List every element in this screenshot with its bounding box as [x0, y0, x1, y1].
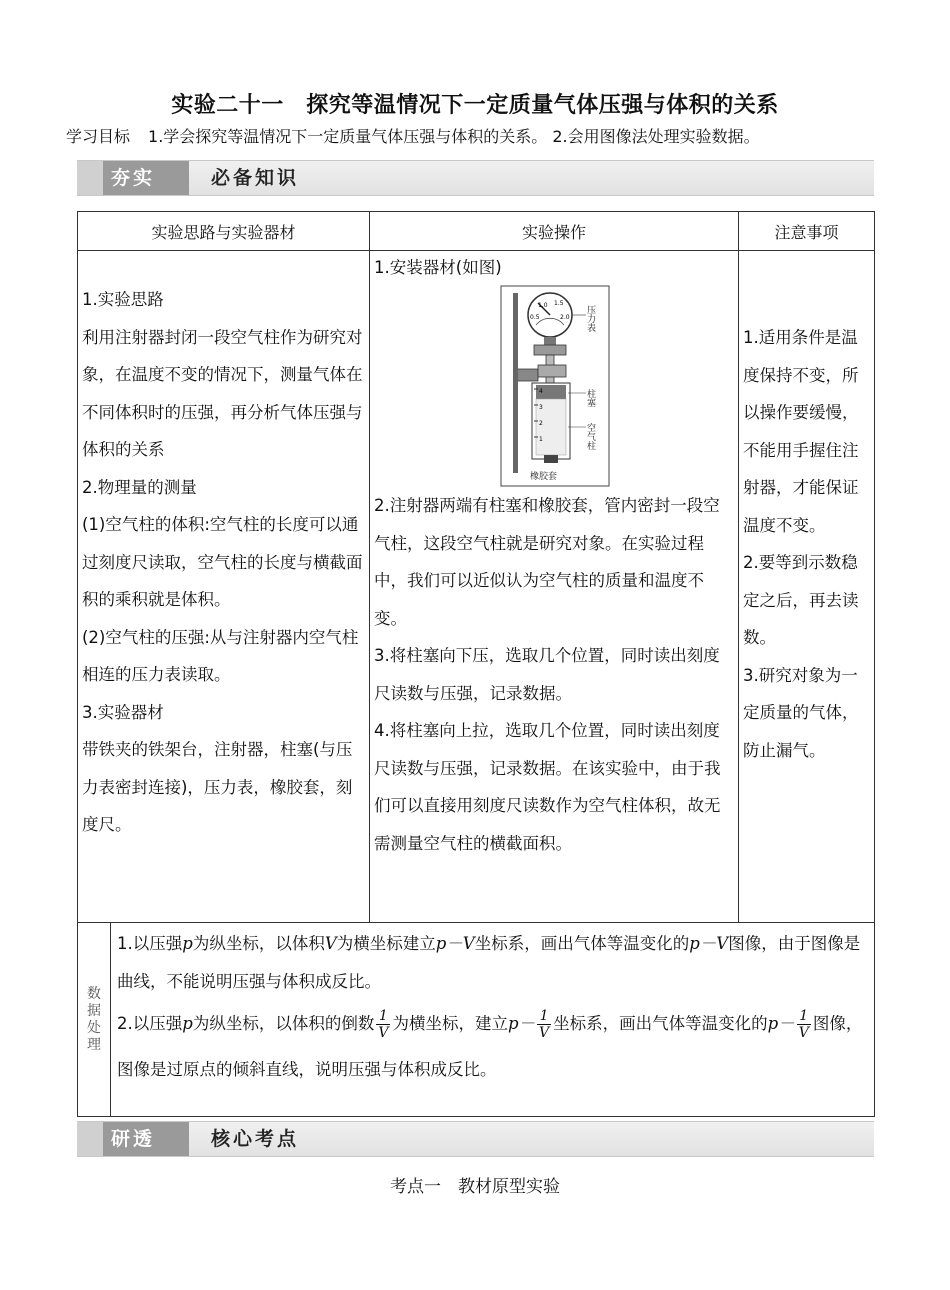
table-header-row [78, 212, 875, 251]
gauge-tick: 0.5 [529, 314, 540, 321]
fraction-1-over-v: $\frac{1}{V}$ [798, 1008, 809, 1041]
section-heading: 必备知识 [211, 167, 300, 189]
section-bar-knowledge [77, 160, 874, 196]
section-bar-core [77, 1121, 874, 1157]
fraction-1-over-v: $\frac{1}{V}$ [539, 1008, 550, 1041]
objectives-label: 学习目标 [66, 127, 131, 146]
scale-tick: 3 [538, 404, 543, 411]
col3-line: 2.要等到示数稳定之后，再去读数。 [743, 553, 859, 647]
iron-clamp [518, 369, 538, 381]
col2-line: 2.注射器两端有柱塞和橡胶套，管内密封一段空气柱，这段空气柱就是研究对象。在实验过程中，我们可以近似认为空气柱的质量和温度不变。 [374, 496, 720, 628]
operations-cell [370, 251, 739, 923]
header-operations: 实验操作 [370, 212, 739, 251]
col1-line: 利用注射器封闭一段空气柱作为研究对象，在温度不变的情况下，测量气体在不同体积时的压强，再分析气体压强与体积的关系 [82, 327, 363, 459]
col1-line: (2)空气柱的压强:从与注射器内空气柱相连的压力表读取。 [82, 627, 359, 684]
col1-line: 3.实验器材 [82, 702, 164, 722]
subsection-heading: 考点一 教材原型实验 [390, 1177, 560, 1197]
col2-line: 3.将柱塞向下压，选取几个位置，同时读出刻度尺读数与压强，记录数据。 [374, 646, 720, 703]
rubber-cap [544, 455, 558, 463]
notes-cell [739, 251, 875, 923]
header-notes: 注意事项 [739, 212, 875, 251]
data-item-2: 2.以压强p为纵坐标，以体积的倒数 $\frac{1}{V}$ 为横坐标，建立p－ $\frac{1}{V}$ 坐标系，画出气体等温变化的p－ $\frac{1}{V}$ 图像，图像是过原点的倾斜直线，说明压强与体积成反比。 [117, 1008, 863, 1079]
col2-line: 4.将柱塞向上拉，选取几个位置，同时读出刻度尺读数与压强，记录数据。在该实验中，由于我们可以直接用刻度尺读数作为空气柱体积，故无需测量空气柱的横截面积。 [374, 721, 721, 853]
plunger-label: 柱塞 [584, 389, 595, 407]
rubber-label: 橡胶套 [529, 472, 557, 482]
col1-line: (1)空气柱的体积:空气柱的长度可以通过刻度尺读取，空气柱的长度与横截面积的乘积就是体积。 [82, 515, 363, 609]
col1-line: 1.实验思路 [82, 290, 164, 309]
header-ideas: 实验思路与实验器材 [78, 212, 370, 251]
gauge-tick: 2.0 [559, 314, 570, 321]
data-item-1: 1.以压强p为纵坐标，以体积V为横坐标建立p－V坐标系，画出气体等温变化的p－V图像，由于图像是曲线，不能说明压强与体积成反比。 [117, 934, 861, 991]
col3-line: 1.适用条件是温度保持不变，所以操作要缓慢，不能用手握住注射器，才能保证温度不变。 [743, 328, 859, 535]
objectives-text: 1.学会探究等温情况下一定质量气体压强与体积的关系。 2.会用图像法处理实验数据。 [148, 127, 760, 146]
section-heading: 核心考点 [211, 1128, 300, 1150]
col1-line: 2.物理量的测量 [82, 477, 197, 497]
col1-line: 带铁夹的铁架台，注射器，柱塞(与压力表密封连接)，压力表，橡胶套，刻度尺。 [82, 740, 353, 834]
scale-tick: 4 [538, 388, 543, 395]
fraction-1-over-v: $\frac{1}{V}$ [378, 1008, 389, 1041]
gauge-label: 压力表 [584, 305, 595, 332]
page-title: 实验二十一 探究等温情况下一定质量气体压强与体积的关系 [171, 92, 779, 118]
col2-intro: 1.安装器材(如图) [374, 258, 502, 277]
apparatus-figure [500, 285, 610, 487]
stand-rod [513, 293, 518, 473]
scale-tick: 2 [538, 420, 543, 427]
air-label: 空气柱 [584, 423, 595, 450]
learning-objectives [66, 124, 926, 147]
experiment-table [77, 211, 875, 1117]
data-processing-label: 数据处理 [78, 923, 111, 1117]
table-content-row [78, 251, 875, 923]
data-processing-row [78, 923, 875, 1117]
col3-line: 3.研究对象为一定质量的气体，防止漏气。 [743, 665, 859, 760]
gauge-tick: 1.0 [537, 302, 548, 309]
data-processing-cell [111, 923, 875, 1117]
scale-tick: 1 [538, 436, 543, 443]
gauge-tick: 1.5 [553, 300, 564, 307]
section-tag: 夯实 [77, 161, 189, 195]
section-tag: 研透 [77, 1122, 189, 1156]
ideas-cell [78, 251, 370, 923]
